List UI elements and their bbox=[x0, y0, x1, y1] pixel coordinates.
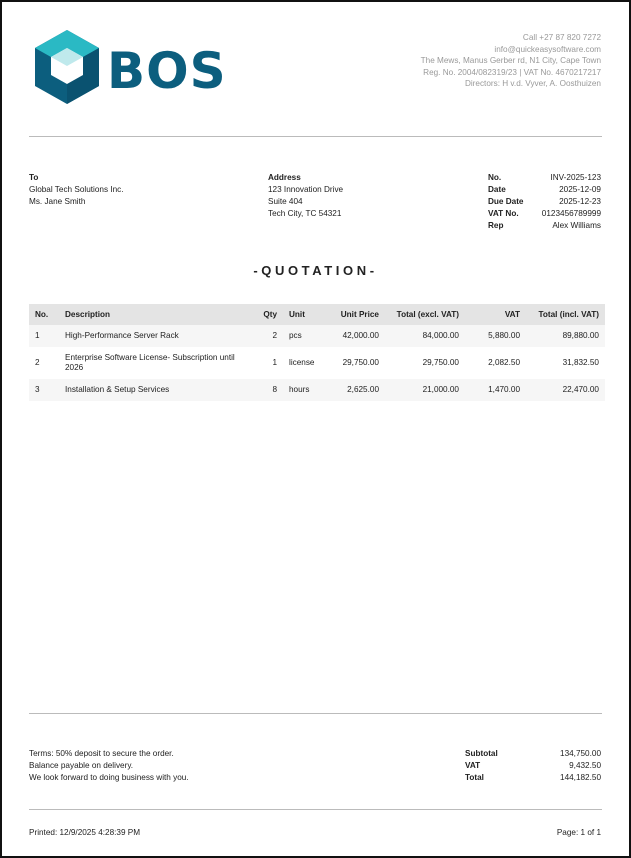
company-email: info@quickeasysoftware.com bbox=[494, 44, 601, 54]
total-row: Total 144,182.50 bbox=[465, 773, 601, 782]
col-header-qty: Qty bbox=[255, 304, 283, 325]
address-line-3: Tech City, TC 54321 bbox=[268, 209, 342, 218]
meta-rep: Rep Alex Williams bbox=[488, 221, 601, 230]
meta-date: Date 2025-12-09 bbox=[488, 185, 601, 194]
meta-due-date: Due Date 2025-12-23 bbox=[488, 197, 601, 206]
cell-unit: hours bbox=[283, 379, 327, 401]
cell-vat: 2,082.50 bbox=[465, 347, 526, 379]
terms-line-1: Terms: 50% deposit to secure the order. bbox=[29, 749, 174, 758]
document-title: -QUOTATION- bbox=[253, 263, 378, 278]
to-block bbox=[29, 172, 124, 208]
address-block bbox=[268, 172, 343, 220]
cell-total-excl: 21,000.00 bbox=[385, 379, 465, 401]
cell-unit-price: 2,625.00 bbox=[327, 379, 385, 401]
cell-qty: 8 bbox=[255, 379, 283, 401]
cell-total-incl: 31,832.50 bbox=[526, 347, 605, 379]
totals-block bbox=[465, 748, 601, 784]
cell-total-incl: 89,880.00 bbox=[526, 325, 605, 347]
line-items-table bbox=[29, 304, 605, 401]
company-registration: Reg. No. 2004/082319/23 | VAT No. 4670217217 bbox=[423, 67, 601, 77]
terms-block bbox=[29, 748, 189, 784]
logo-text: BOS bbox=[107, 42, 227, 100]
cube-icon bbox=[35, 30, 99, 104]
col-header-unit: Unit bbox=[283, 304, 327, 325]
company-contact bbox=[421, 32, 601, 90]
cell-unit: pcs bbox=[283, 325, 327, 347]
address-line-1: 123 Innovation Drive bbox=[268, 185, 344, 194]
terms-line-2: Balance payable on delivery. bbox=[29, 761, 134, 770]
table-row bbox=[29, 347, 605, 379]
cell-description: Installation & Setup Services bbox=[59, 379, 255, 401]
cell-no: 1 bbox=[29, 325, 59, 347]
cell-total-excl: 29,750.00 bbox=[385, 347, 465, 379]
cell-description: High-Performance Server Rack bbox=[59, 325, 255, 347]
to-label: To bbox=[29, 173, 39, 182]
meta-number: No. INV-2025-123 bbox=[488, 173, 601, 182]
company-directors: Directors: H v.d. Vyver, A. Oosthuizen bbox=[464, 79, 601, 88]
bottom-divider bbox=[29, 809, 602, 810]
footer-divider bbox=[29, 713, 602, 714]
address-line-2: Suite 404 bbox=[268, 197, 303, 206]
cell-vat: 5,880.00 bbox=[465, 325, 526, 347]
header-divider bbox=[29, 136, 602, 137]
cell-total-excl: 84,000.00 bbox=[385, 325, 465, 347]
to-contact: Ms. Jane Smith bbox=[29, 197, 86, 206]
col-header-no: No. bbox=[29, 304, 59, 325]
page-number: Page: 1 of 1 bbox=[556, 828, 601, 837]
cell-no: 3 bbox=[29, 379, 59, 401]
cell-unit-price: 42,000.00 bbox=[327, 325, 385, 347]
vat-row: VAT 9,432.50 bbox=[465, 761, 601, 770]
cell-unit-price: 29,750.00 bbox=[327, 347, 385, 379]
cell-vat: 1,470.00 bbox=[465, 379, 526, 401]
company-address: The Mews, Manus Gerber rd, N1 City, Cape Town bbox=[420, 56, 601, 65]
table-header-row bbox=[29, 304, 605, 325]
subtotal-row: Subtotal 134,750.00 bbox=[465, 749, 601, 758]
printed-timestamp: Printed: 12/9/2025 4:28:39 PM bbox=[29, 828, 141, 837]
meta-vat-number: VAT No. 0123456789999 bbox=[488, 209, 601, 218]
cell-description: Enterprise Software License- Subscription until 2026 bbox=[59, 347, 255, 379]
col-header-total-incl: Total (incl. VAT) bbox=[526, 304, 605, 325]
col-header-unit-price: Unit Price bbox=[327, 304, 385, 325]
table-row bbox=[29, 325, 605, 347]
col-header-description: Description bbox=[59, 304, 255, 325]
cell-total-incl: 22,470.00 bbox=[526, 379, 605, 401]
table-row bbox=[29, 379, 605, 401]
col-header-total-excl: Total (excl. VAT) bbox=[385, 304, 465, 325]
cell-unit: license bbox=[283, 347, 327, 379]
document-meta bbox=[488, 172, 601, 232]
terms-line-3: We look forward to doing business with you. bbox=[29, 773, 189, 782]
cell-qty: 2 bbox=[255, 325, 283, 347]
bos-logo bbox=[29, 28, 244, 108]
company-phone: Call +27 87 820 7272 bbox=[522, 33, 601, 42]
cell-no: 2 bbox=[29, 347, 59, 379]
address-label: Address bbox=[268, 173, 301, 182]
cell-qty: 1 bbox=[255, 347, 283, 379]
col-header-vat: VAT bbox=[465, 304, 526, 325]
to-company: Global Tech Solutions Inc. bbox=[29, 185, 124, 194]
